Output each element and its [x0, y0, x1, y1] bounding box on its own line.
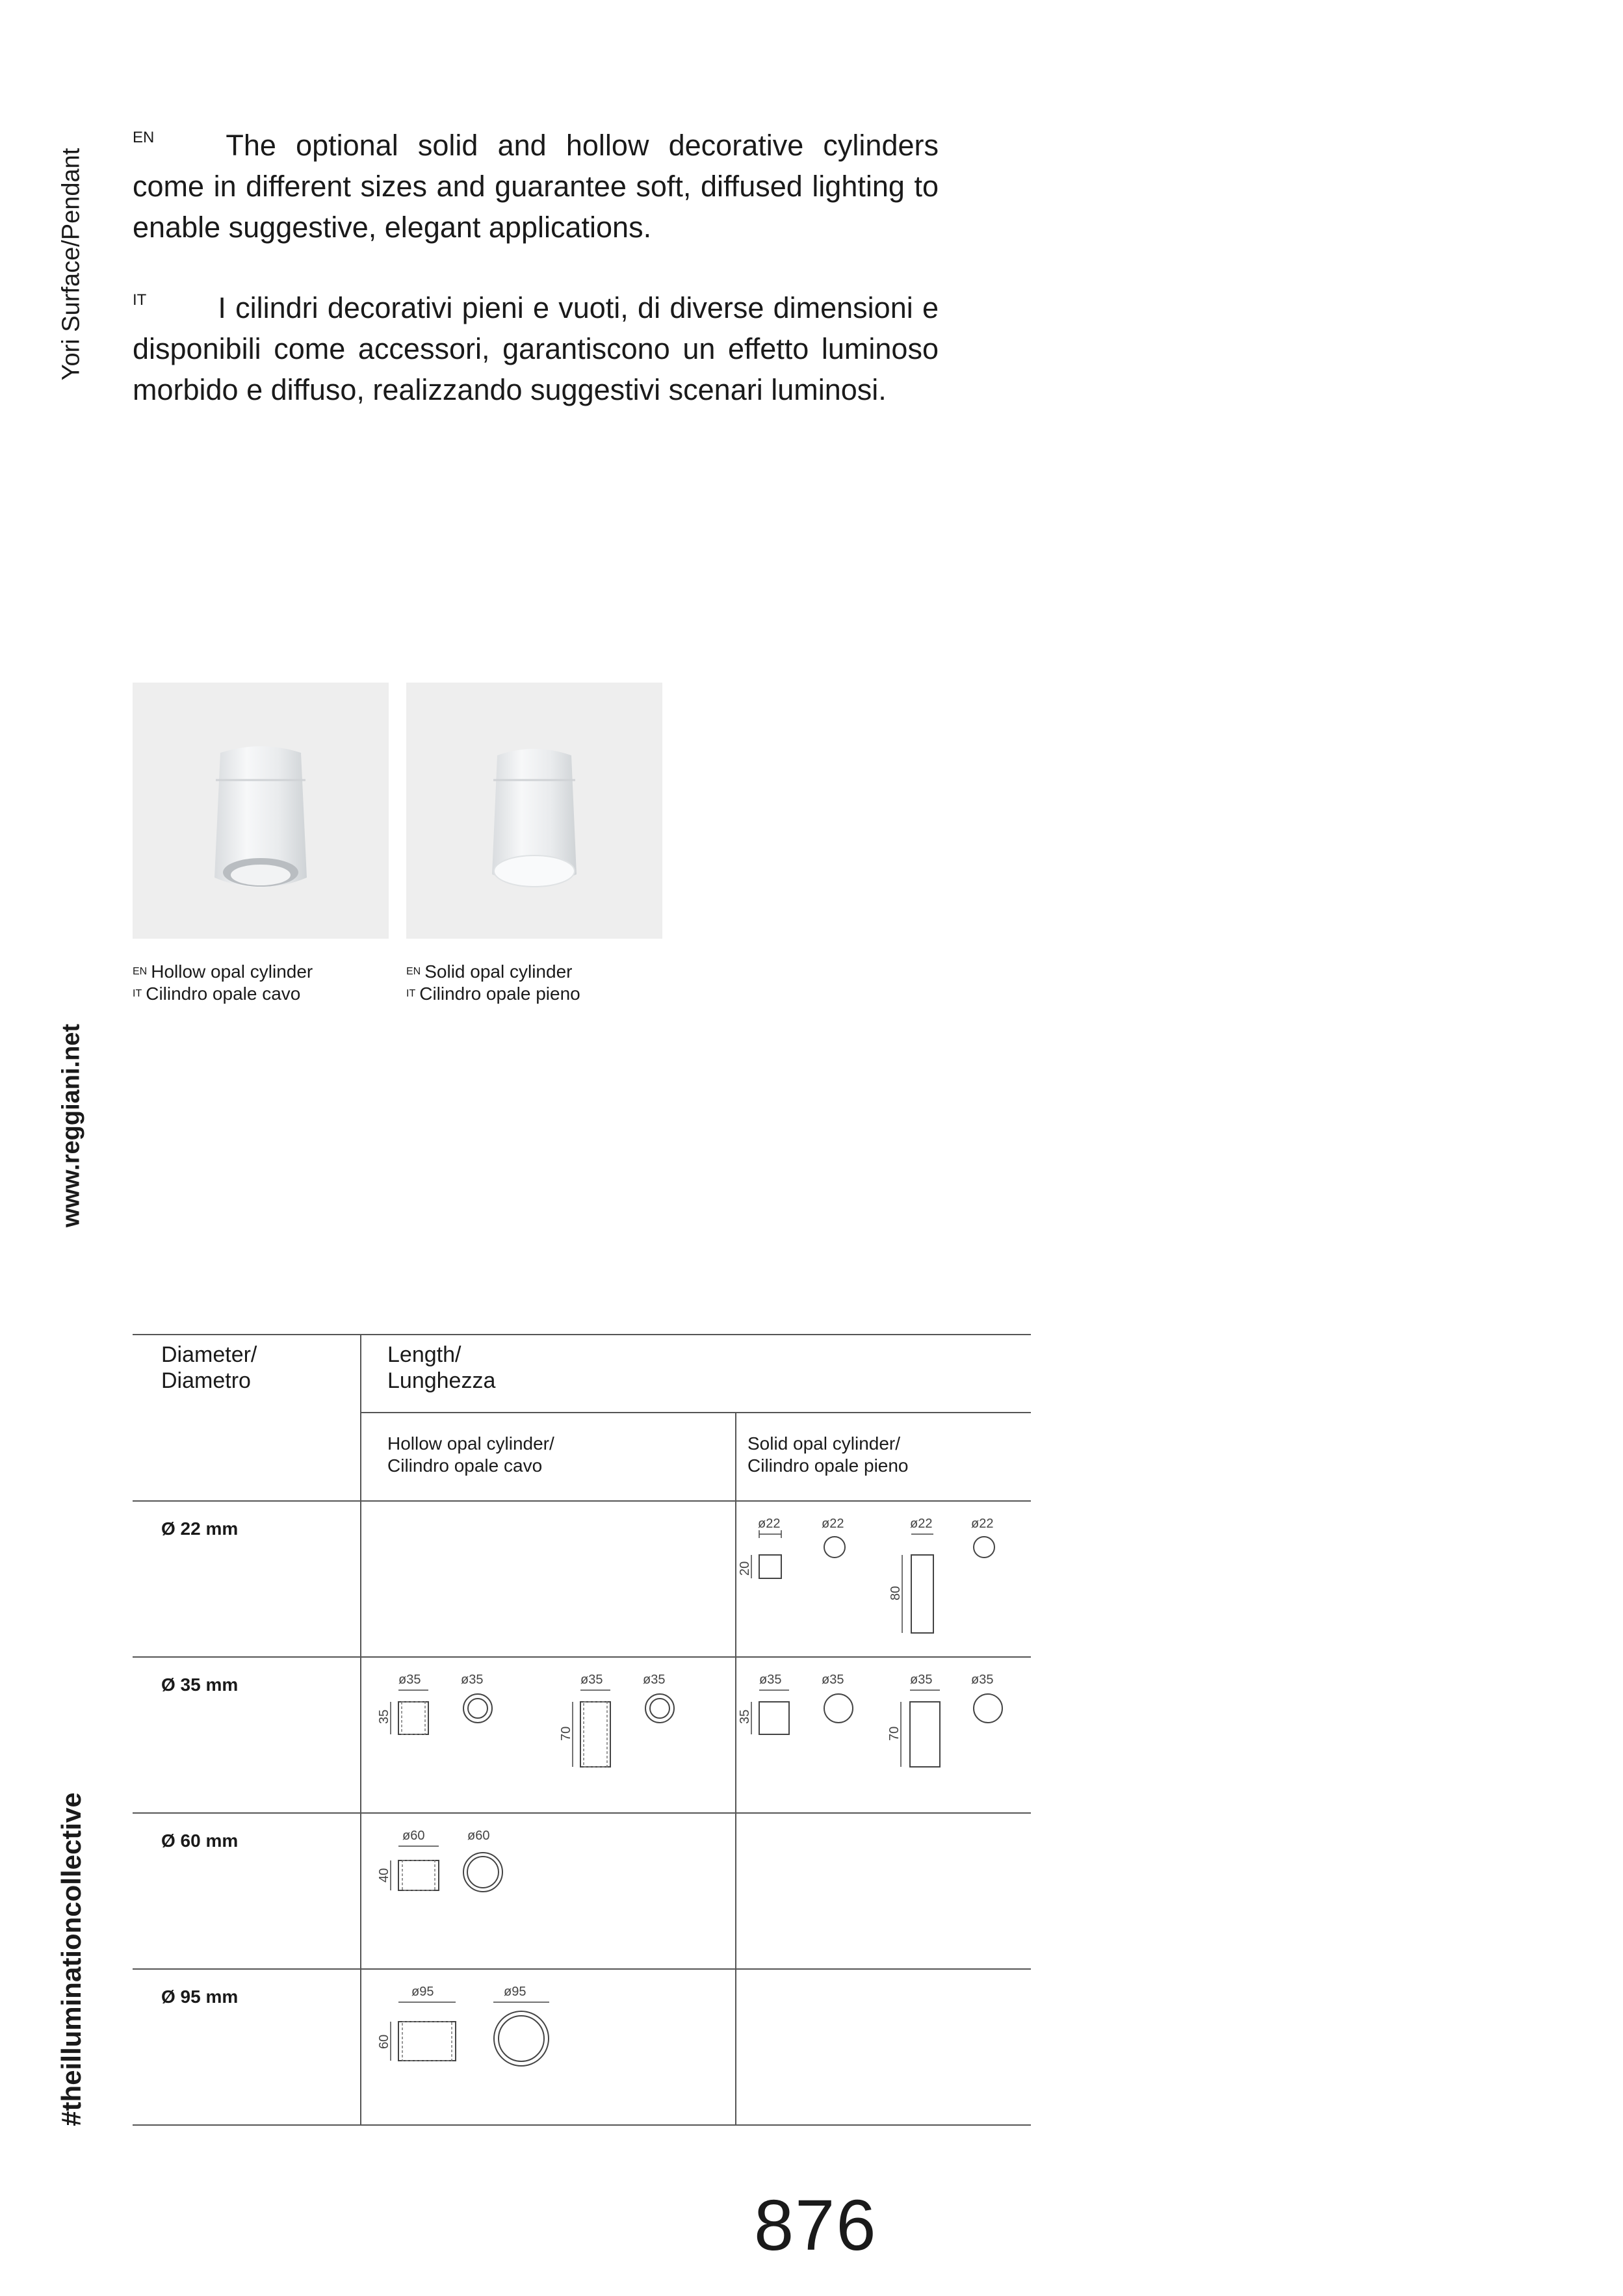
drawing-35-solid-long — [887, 1672, 971, 1802]
intro-en-text: The optional solid and hollow decorative cylinders come in different sizes and guarantee soft, diffused lighting to enable suggestive, elegant applications. — [133, 129, 939, 244]
caption-en-label: Solid opal cylinder — [424, 961, 573, 982]
dim-diameter: ø95 — [411, 1985, 434, 1999]
caption-it-label: Cilindro opale pieno — [419, 984, 580, 1004]
table-rule — [360, 1412, 1031, 1413]
caption-it-tag: IT — [133, 988, 142, 999]
dim-diameter: ø22 — [758, 1517, 781, 1531]
dim-length: 40 — [377, 1868, 391, 1883]
drawing-35-hollow-long — [559, 1672, 643, 1802]
drawing-95-hollow — [377, 1984, 487, 2081]
intro-en-paragraph — [133, 125, 939, 248]
drawing-35-solid-short-end — [822, 1672, 874, 1724]
subheader-solid: Solid opal cylinder/ Cilindro opale pieno — [747, 1433, 909, 1476]
dim-diameter: ø22 — [910, 1517, 933, 1531]
drawing-35-solid-short — [738, 1672, 822, 1756]
table-rule — [360, 1334, 361, 2126]
dim-diameter: ø35 — [580, 1673, 603, 1687]
drawing-60-hollow — [377, 1828, 467, 1912]
table-rule — [133, 1500, 1031, 1502]
dim-diameter: ø35 — [643, 1673, 666, 1687]
dim-diameter: ø60 — [402, 1829, 425, 1843]
dim-length: 80 — [889, 1585, 903, 1600]
drawing-22-solid-long — [889, 1516, 971, 1672]
drawing-60-hollow-end — [461, 1828, 526, 1899]
sidebar-product-title: Yori Surface/Pendant — [57, 148, 85, 381]
row-label-60: Ø 60 mm — [161, 1831, 239, 1851]
dim-length: 35 — [377, 1709, 391, 1724]
caption-it-tag: IT — [406, 988, 416, 999]
dim-length: 70 — [887, 1726, 902, 1741]
caption-it-label: Cilindro opale cavo — [146, 984, 301, 1004]
dim-diameter: ø35 — [910, 1673, 933, 1687]
intro-en-tag: EN — [133, 129, 155, 146]
sidebar-hashtag: #theilluminationcollective — [56, 1792, 86, 2126]
dim-length: 35 — [738, 1709, 752, 1724]
dim-diameter: ø22 — [971, 1517, 994, 1531]
dim-diameter: ø35 — [461, 1673, 484, 1687]
solid-cylinder-photo — [406, 683, 662, 939]
drawing-35-hollow-short — [377, 1672, 461, 1756]
subheader-hollow: Hollow opal cylinder/ Cilindro opale cavo — [387, 1433, 554, 1476]
drawing-95-hollow-end — [487, 1984, 565, 2081]
dim-length: 70 — [559, 1726, 573, 1741]
row-label-22: Ø 22 mm — [161, 1519, 239, 1539]
sidebar-website: www.reggiani.net — [57, 1023, 85, 1228]
drawing-35-solid-long-end — [971, 1672, 1023, 1724]
dim-diameter: ø60 — [467, 1829, 490, 1843]
intro-it-text: I cilindri decorativi pieni e vuoti, di diverse dimensioni e disponibili come accessori, garantiscono un effetto luminoso morbido e diffuso, realizzando suggestivi scenari luminosi. — [133, 291, 939, 406]
hollow-cylinder-photo — [133, 683, 389, 939]
dim-diameter: ø35 — [398, 1673, 421, 1687]
caption-en-tag: EN — [133, 966, 148, 977]
dim-diameter: ø35 — [971, 1673, 994, 1687]
dim-length: 60 — [377, 2034, 391, 2049]
page-number: 876 — [754, 2185, 877, 2265]
intro-it-paragraph — [133, 287, 939, 410]
row-label-35: Ø 35 mm — [161, 1675, 239, 1695]
dim-diameter: ø95 — [504, 1985, 526, 1999]
dim-diameter: ø35 — [759, 1673, 782, 1687]
caption-en-tag: EN — [406, 966, 421, 977]
header-length: Length/ Lunghezza — [387, 1342, 496, 1393]
table-rule — [735, 1412, 736, 2126]
table-rule — [133, 1812, 1031, 1814]
solid-cylinder-caption — [406, 961, 580, 1005]
dim-diameter: ø22 — [822, 1517, 844, 1531]
spec-table — [133, 1334, 1031, 2127]
table-rule — [133, 1968, 1031, 1970]
row-label-95: Ø 95 mm — [161, 1987, 239, 2007]
drawing-22-solid-long-end — [971, 1516, 1023, 1555]
dim-diameter: ø35 — [822, 1673, 844, 1687]
drawing-35-hollow-long-end — [643, 1672, 695, 1724]
drawing-35-hollow-short-end — [461, 1672, 513, 1724]
dim-length: 20 — [738, 1561, 752, 1576]
caption-en-label: Hollow opal cylinder — [151, 961, 313, 982]
drawing-22-solid-short-end — [822, 1516, 874, 1555]
table-rule — [133, 2124, 1031, 2126]
hollow-cylinder-caption — [133, 961, 313, 1005]
intro-it-tag: IT — [133, 291, 147, 309]
drawing-22-solid-short — [738, 1516, 822, 1600]
table-rule — [133, 1334, 1031, 1335]
header-diameter: Diameter/ Diametro — [161, 1342, 257, 1393]
